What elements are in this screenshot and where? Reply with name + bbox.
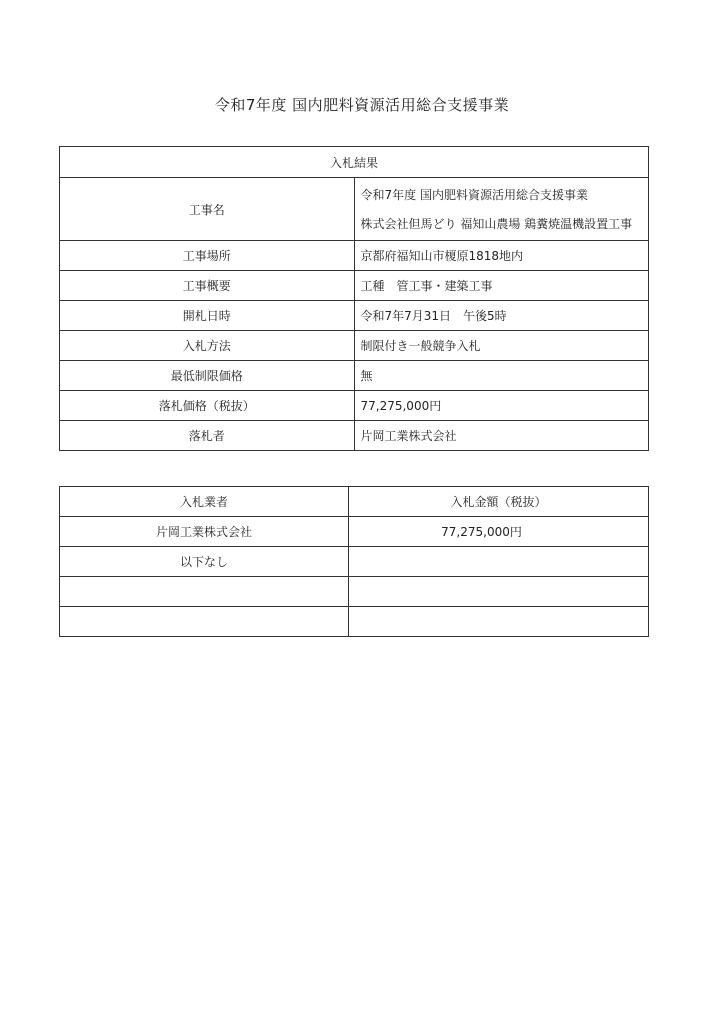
table-row xyxy=(60,547,649,577)
row-label-bid-method: 入札方法 xyxy=(60,331,355,361)
bidder-table xyxy=(59,486,649,637)
table-row xyxy=(60,391,649,421)
bidder-name: 以下なし xyxy=(60,547,349,577)
bid-result-heading: 入札結果 xyxy=(60,147,649,178)
row-value-overview: 工種 管工事・建築工事 xyxy=(354,271,649,301)
row-label-overview: 工事概要 xyxy=(60,271,355,301)
table-row xyxy=(60,271,649,301)
bidder-name: 片岡工業株式会社 xyxy=(60,517,349,547)
table-row xyxy=(60,421,649,451)
project-name-line1: 令和7年度 国内肥料資源活用総合支援事業 xyxy=(360,188,588,202)
row-label-project-name: 工事名 xyxy=(60,178,355,241)
table-row xyxy=(60,517,649,547)
row-value-bid-method: 制限付き一般競争入札 xyxy=(354,331,649,361)
row-label-winning-price: 落札価格（税抜） xyxy=(60,391,355,421)
bid-result-table xyxy=(59,146,649,451)
row-label-opening-date: 開札日時 xyxy=(60,301,355,331)
bid-amount xyxy=(349,577,649,607)
table-row xyxy=(60,607,649,637)
bidder-column-header: 入札業者 xyxy=(60,487,349,517)
table-row xyxy=(60,301,649,331)
table-row xyxy=(60,241,649,271)
page-title: 令和7年度 国内肥料資源活用総合支援事業 xyxy=(214,96,510,114)
table-row xyxy=(60,178,649,241)
row-value-opening-date: 令和7年7月31日 午後5時 xyxy=(354,301,649,331)
row-value-minimum-price: 無 xyxy=(354,361,649,391)
row-label-location: 工事場所 xyxy=(60,241,355,271)
row-value-winning-price: 77,275,000円 xyxy=(354,391,649,421)
bid-amount xyxy=(349,547,649,577)
bidder-header-row xyxy=(60,487,649,517)
row-label-winner: 落札者 xyxy=(60,421,355,451)
project-name-line2: 株式会社但馬どり 福知山農場 鶏糞焼温機設置工事 xyxy=(360,217,633,231)
bid-amount: 77,275,000円 xyxy=(349,517,649,547)
bid-amount xyxy=(349,607,649,637)
table-row xyxy=(60,361,649,391)
bidder-name xyxy=(60,607,349,637)
amount-column-header: 入札金額（税抜） xyxy=(349,487,649,517)
row-value-location: 京都府福知山市榎原1818地内 xyxy=(354,241,649,271)
table-row xyxy=(60,577,649,607)
bidder-name xyxy=(60,577,349,607)
row-label-minimum-price: 最低制限価格 xyxy=(60,361,355,391)
table-row xyxy=(60,331,649,361)
row-value-winner: 片岡工業株式会社 xyxy=(354,421,649,451)
row-value-project-name xyxy=(354,178,649,241)
